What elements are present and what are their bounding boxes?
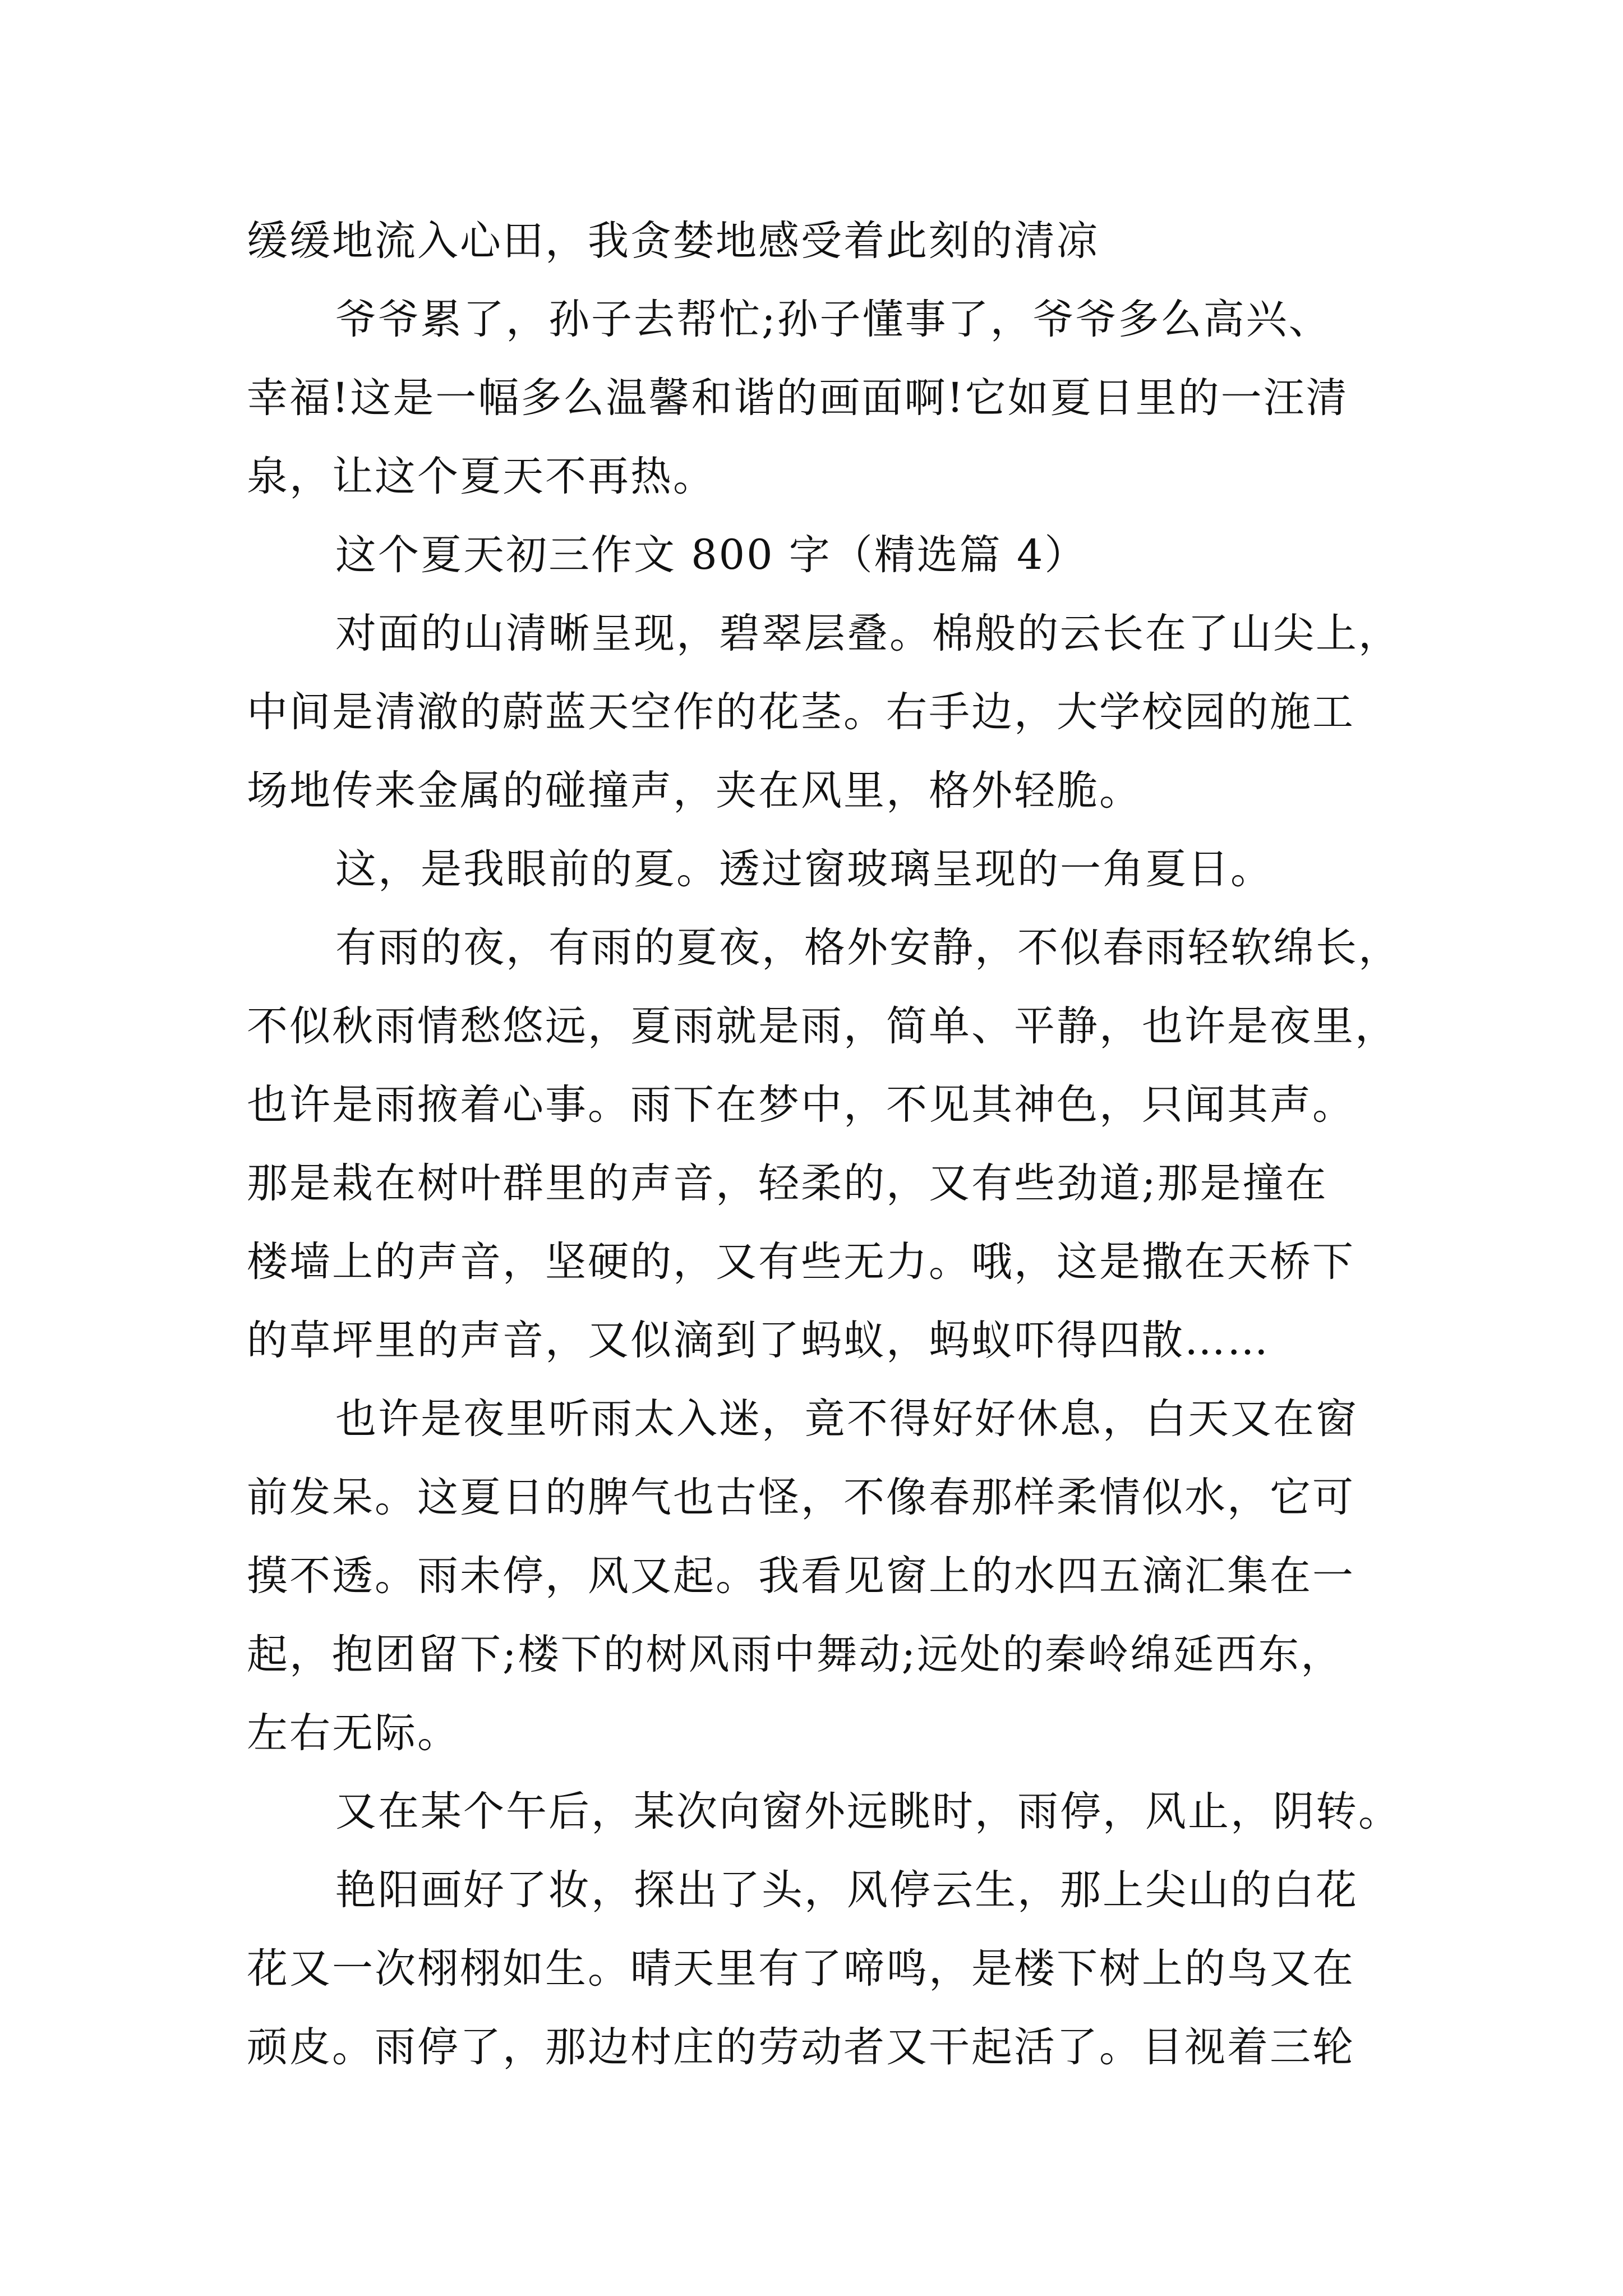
section-heading: 这个夏天初三作文 800 字（精选篇 4）: [335, 531, 1087, 579]
text-line: 的草坪里的声音，又似滴到了蚂蚁，蚂蚁吓得四散……: [247, 1317, 1270, 1364]
text-line: 爷爷累了，孙子去帮忙;孙子懂事了，爷爷多么高兴、: [335, 296, 1331, 343]
text-line: 中间是清澈的蔚蓝天空作的花茎。右手边，大学校园的施工: [247, 688, 1355, 736]
text-line: 楼墙上的声音，坚硬的，又有些无力。哦，这是撒在天桥下: [247, 1238, 1355, 1286]
text-line: 又在某个午后，某次向窗外远眺时，雨停，风止，阴转。: [335, 1788, 1401, 1835]
text-line: 这，是我眼前的夏。透过窗玻璃呈现的一角夏日。: [335, 845, 1273, 893]
text-line: 泉，让这个夏天不再热。: [247, 453, 716, 500]
text-line: 也许是夜里听雨太入迷，竟不得好好休息，白天又在窗: [335, 1395, 1358, 1443]
text-line: 那是栽在树叶群里的声音，轻柔的，又有些劲道;那是撞在: [247, 1159, 1328, 1207]
text-line: 有雨的夜，有雨的夏夜，格外安静，不似春雨轻软绵长，: [335, 924, 1401, 972]
text-line: 顽皮。雨停了，那边村庄的劳动者又干起活了。目视着三轮: [247, 2023, 1355, 2071]
text-line: 对面的山清晰呈现，碧翠层叠。棉般的云长在了山尖上，: [335, 610, 1401, 657]
text-line: 场地传来金属的碰撞声，夹在风里，格外轻脆。: [247, 767, 1142, 815]
text-line: 起，抱团留下;楼下的树风雨中舞动;远处的秦岭绵延西东，: [247, 1631, 1344, 1678]
text-line: 艳阳画好了妆，探出了头，风停云生，那上尖山的白花: [335, 1866, 1358, 1914]
text-line: 左右无际。: [247, 1709, 460, 1757]
text-line: 摸不透。雨未停，风又起。我看见窗上的水四五滴汇集在一: [247, 1552, 1355, 1600]
text-line: 也许是雨掖着心事。雨下在梦中，不见其神色，只闻其声。: [247, 1081, 1355, 1129]
text-line: 不似秋雨情愁悠远，夏雨就是雨，简单、平静，也许是夜里，: [247, 1002, 1398, 1050]
text-line: 幸福!这是一幅多么温馨和谐的画面啊!它如夏日里的一汪清: [247, 374, 1349, 422]
text-line: 缓缓地流入心田，我贪婪地感受着此刻的清凉: [247, 217, 1099, 265]
text-line: 前发呆。这夏日的脾气也古怪，不像春那样柔情似水，它可: [247, 1474, 1355, 1521]
text-line: 花又一次栩栩如生。晴天里有了啼鸣，是楼下树上的鸟又在: [247, 1945, 1355, 1993]
